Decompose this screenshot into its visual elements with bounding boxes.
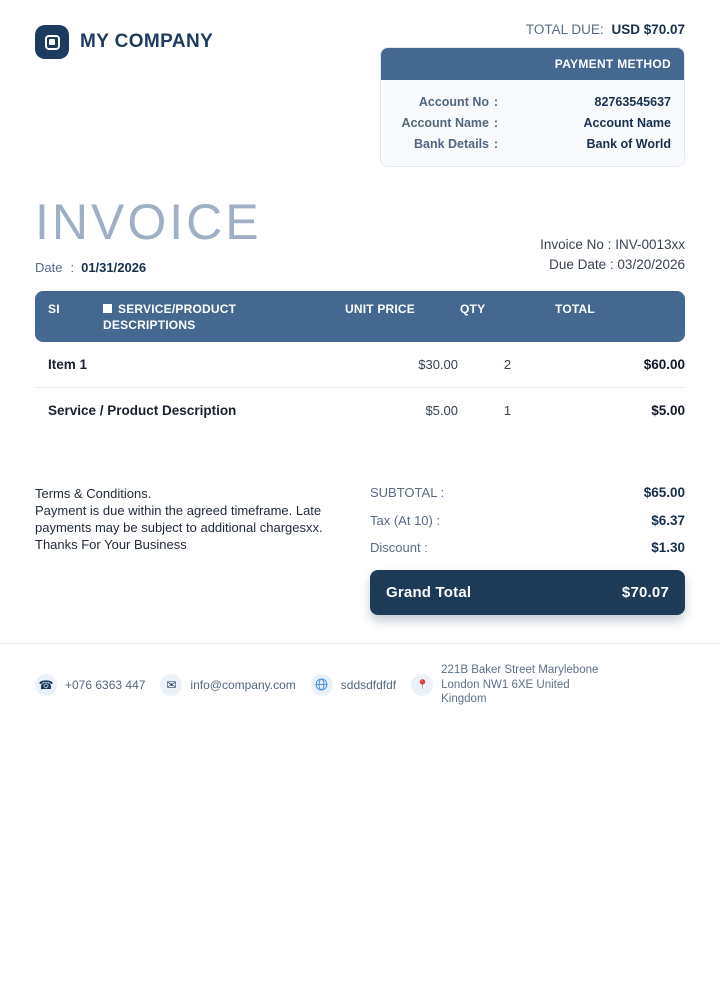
footer-website: [311, 674, 396, 696]
table-header: [35, 291, 685, 342]
table-row: [35, 388, 685, 433]
invoice-title: INVOICE: [35, 194, 262, 250]
grand-total-bar: [370, 570, 685, 615]
payment-method-title: PAYMENT METHOD: [381, 48, 684, 80]
invoice-date: Date : 01/31/2026: [35, 260, 147, 275]
bank-details-label: Bank Details: [413, 136, 489, 151]
item-unit-price: $30.00: [418, 357, 458, 372]
due-date-line: Due Date : 03/20/2026: [549, 257, 685, 272]
payment-method-card: [380, 47, 685, 167]
header: [0, 0, 720, 167]
company-logo-icon: [35, 25, 69, 59]
bank-details-value: Bank of World: [586, 136, 671, 151]
footer-address: [411, 663, 599, 707]
terms-line: Thanks For Your Business: [35, 537, 187, 552]
square-bullet-icon: [103, 304, 112, 313]
account-no-label: Account No: [418, 94, 489, 109]
payment-row-account-no: Account No : 82763545637: [394, 91, 671, 112]
invoice-number: INV-0013xx: [615, 237, 685, 252]
discount-value: $1.30: [651, 540, 685, 555]
email-address[interactable]: info@company.com: [190, 677, 296, 692]
invoice-title-section: [0, 194, 720, 275]
address-text: 221B Baker Street Marylebone London NW1 6XE United Kingdom: [441, 664, 599, 705]
subtotal-value: $65.00: [643, 485, 685, 500]
company-brand: [35, 24, 213, 60]
item-unit-price: $5.00: [425, 403, 458, 418]
email-icon: ✉: [160, 674, 182, 696]
table-row: [35, 342, 685, 388]
map-pin-icon: [411, 674, 433, 696]
globe-icon: [311, 674, 333, 696]
total-due-value: USD $70.07: [611, 22, 685, 37]
item-total: $60.00: [643, 357, 685, 372]
terms-and-conditions: [35, 485, 365, 615]
header-total: TOTAL: [555, 302, 595, 316]
date-label: Date: [35, 260, 63, 275]
totals: [370, 485, 685, 615]
date-value: 01/31/2026: [81, 260, 147, 275]
footer: [0, 663, 720, 707]
account-no-value: 82763545637: [594, 94, 671, 109]
header-qty: QTY: [460, 302, 486, 316]
total-due-label: TOTAL DUE:: [525, 22, 604, 37]
discount-row: Discount : $1.30: [370, 540, 685, 555]
header-unit-price: UNIT PRICE: [345, 302, 416, 316]
item-name: Item 1: [48, 357, 88, 372]
account-name-value: Account Name: [583, 115, 671, 130]
header-description: SERVICE/PRODUCT DESCRIPTIONS: [103, 302, 237, 332]
summary-section: [0, 485, 720, 615]
header-si: SI: [48, 302, 60, 316]
grand-total-label: Grand Total: [386, 584, 472, 601]
due-date-value: 03/20/2026: [617, 257, 685, 272]
footer-email: [160, 674, 295, 696]
item-qty: 1: [503, 403, 512, 418]
item-qty: 2: [503, 357, 512, 372]
grand-total-value: $70.07: [621, 584, 669, 601]
items-table: [35, 291, 685, 433]
terms-line: Payment is due within the agreed timeframe. Late payments may be subject to additional chargesxx.: [35, 503, 323, 535]
footer-phone: [35, 674, 145, 696]
tax-value: $6.37: [651, 512, 685, 528]
account-name-label: Account Name: [401, 115, 489, 130]
invoice-meta: [540, 235, 685, 275]
item-total: $5.00: [651, 403, 685, 418]
item-name: Service / Product Description: [48, 403, 237, 418]
tax-row: Tax (At 10) : $6.37: [370, 512, 685, 528]
total-due: [380, 22, 685, 37]
subtotal-row: SUBTOTAL : $65.00: [370, 485, 685, 500]
payment-row-bank-details: Bank Details : Bank of World: [394, 133, 671, 154]
payment-row-account-name: Account Name : Account Name: [394, 112, 671, 133]
invoice-number-line: Invoice No : INV-0013xx: [540, 237, 685, 252]
website-text[interactable]: sddsdfdfdf: [340, 677, 397, 692]
footer-divider: [0, 643, 720, 644]
terms-line: Terms & Conditions.: [35, 486, 152, 501]
company-name: MY COMPANY: [80, 31, 214, 52]
phone-icon: ☎: [35, 674, 57, 696]
phone-number[interactable]: +076 6363 447: [65, 677, 146, 692]
header-right: [380, 22, 685, 167]
